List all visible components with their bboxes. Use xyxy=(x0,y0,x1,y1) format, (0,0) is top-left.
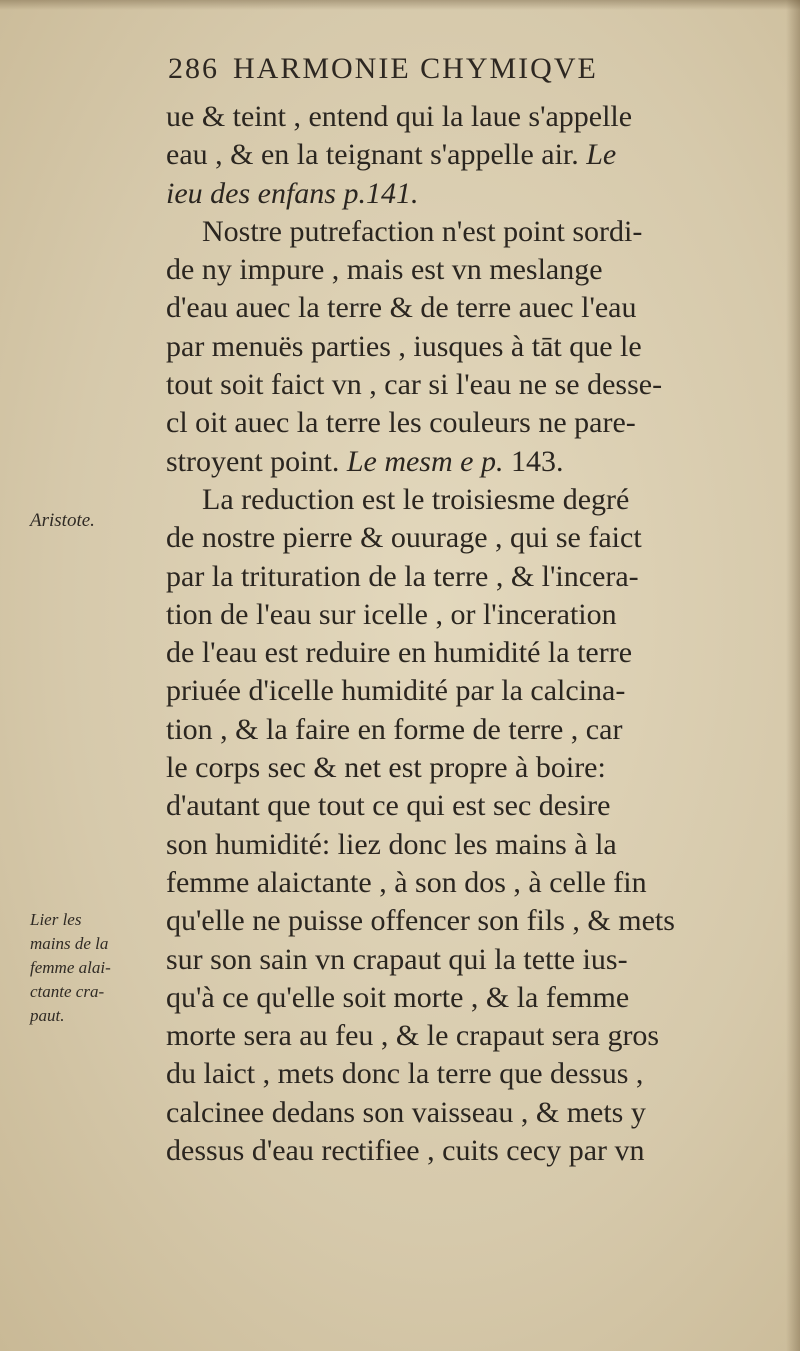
text-line-italic-reference: ieu des enfans p.141. xyxy=(166,176,419,210)
page-shadow-top xyxy=(0,0,800,10)
text-line-roman: La reduction est le troisiesme degré xyxy=(202,482,630,516)
text-line-roman: par la trituration de la terre , & l'incera- xyxy=(166,559,639,593)
text-line-roman: d'eau auec la terre & de terre auec l'eau xyxy=(166,291,637,325)
text-line-roman: dessus d'eau rectifiee , cuits cecy par vn xyxy=(166,1134,645,1168)
text-line-roman: tout soit faict vn , car si l'eau ne se desse- xyxy=(166,368,663,402)
text-line-roman: Nostre putrefaction n'est point sordi- xyxy=(202,214,643,248)
text-line xyxy=(166,328,766,366)
text-line xyxy=(166,366,766,404)
text-line xyxy=(166,596,766,634)
text-line xyxy=(166,213,766,251)
text-line-roman: priuée d'icelle humidité par la calcina- xyxy=(166,674,626,708)
text-line-roman: son humidité: liez donc les mains à la xyxy=(166,827,617,861)
margin-note-line: ctante cra- xyxy=(30,982,105,1001)
margin-note-lier-les-mains xyxy=(30,908,155,1028)
text-line-roman: tion , & la faire en forme de terre , car xyxy=(166,712,623,746)
text-line-roman: de ny impure , mais est vn meslange xyxy=(166,253,603,287)
text-line-roman: stroyent point. xyxy=(166,444,340,478)
text-line-italic-reference: Le xyxy=(586,138,617,172)
text-line xyxy=(166,787,766,825)
text-line xyxy=(166,1017,766,1055)
text-line xyxy=(166,404,766,442)
text-line-roman: morte sera au feu , & le crapaut sera gros xyxy=(166,1019,660,1053)
text-line-page-ref: 143. xyxy=(503,444,564,478)
page-shadow-right xyxy=(786,0,800,1351)
text-line xyxy=(166,481,766,519)
text-line-roman: par menuës parties , iusques à tāt que le xyxy=(166,329,642,363)
text-line xyxy=(166,136,766,174)
text-line xyxy=(166,749,766,787)
text-line-roman: tion de l'eau sur icelle , or l'inceration xyxy=(166,597,617,631)
margin-note-line: Lier les xyxy=(30,910,82,929)
text-line xyxy=(166,941,766,979)
margin-note-line: paut. xyxy=(30,1006,65,1025)
text-line xyxy=(166,864,766,902)
text-line xyxy=(166,443,766,481)
text-line xyxy=(166,98,766,136)
text-line-italic-reference: Le mesm e p. xyxy=(346,444,504,478)
text-line-roman: calcinee dedans son vaisseau , & mets y xyxy=(166,1095,646,1129)
running-title: HARMONIE CHYMIQVE xyxy=(233,52,598,85)
text-line-roman: femme alaictante , à son dos , à celle fin xyxy=(166,865,647,899)
text-line-roman: de nostre pierre & ouurage , qui se faict xyxy=(166,521,642,555)
main-text-block xyxy=(166,98,766,1170)
margin-note-line: femme alai- xyxy=(30,958,111,977)
text-line-roman: qu'à ce qu'elle soit morte , & la femme xyxy=(166,980,630,1014)
text-line-roman: le corps sec & net est propre à boire: xyxy=(166,751,606,785)
text-line xyxy=(166,711,766,749)
text-line xyxy=(166,902,766,940)
text-line-roman: cl oit auec la terre les couleurs ne pare- xyxy=(166,406,636,440)
text-line xyxy=(166,634,766,672)
text-line-roman: d'autant que tout ce qui est sec desire xyxy=(166,789,611,823)
text-line xyxy=(166,175,766,213)
text-line-roman: qu'elle ne puisse offencer son fils , & mets xyxy=(166,904,675,938)
text-line xyxy=(166,979,766,1017)
text-line-roman: du laict , mets donc la terre que dessus , xyxy=(166,1057,644,1091)
text-line xyxy=(166,289,766,327)
text-line xyxy=(166,1132,766,1170)
text-line xyxy=(166,672,766,710)
text-line-roman: sur son sain vn crapaut qui la tette ius- xyxy=(166,942,628,976)
text-line xyxy=(166,251,766,289)
text-line-roman: de l'eau est reduire en humidité la terre xyxy=(166,636,633,670)
text-line xyxy=(166,826,766,864)
running-header xyxy=(168,52,728,86)
text-line xyxy=(166,519,766,557)
text-line-roman: ue & teint , entend qui la laue s'appelle xyxy=(166,100,633,133)
page-number: 286 xyxy=(168,52,219,85)
text-line xyxy=(166,558,766,596)
margin-note-line: mains de la xyxy=(30,934,109,953)
text-line xyxy=(166,1094,766,1132)
text-line xyxy=(166,1055,766,1093)
margin-note-aristote: Aristote. xyxy=(30,510,95,531)
text-line-roman: eau , & en la teignant s'appelle air. xyxy=(166,138,579,172)
